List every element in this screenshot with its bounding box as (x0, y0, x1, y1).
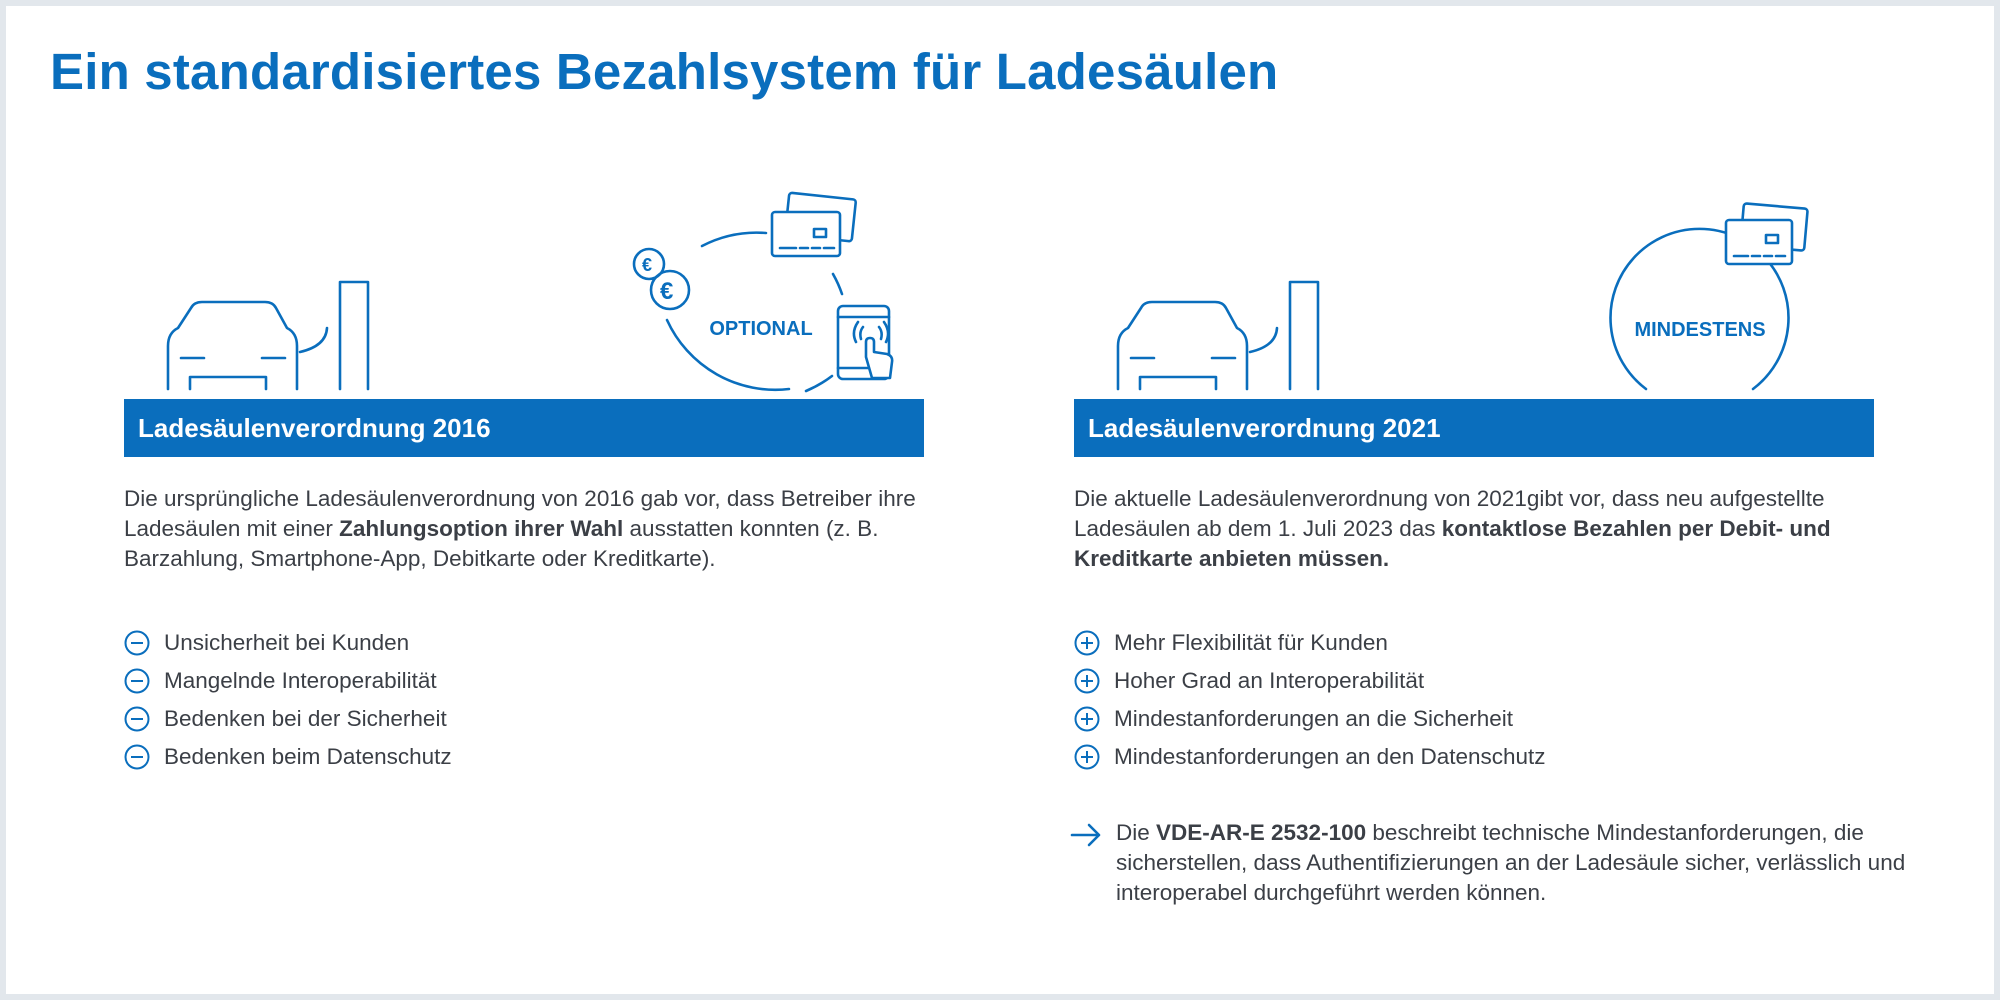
arrow-right-icon (1070, 822, 1102, 848)
car-icon (1118, 302, 1247, 389)
illustration-2016 (6, 6, 986, 406)
plus-circle-icon (1074, 744, 1100, 770)
euro-symbol-large: € (660, 278, 674, 305)
charging-station-icon (1250, 282, 1318, 389)
intro-2021-text-1: Die aktuelle Ladesäulenverordnung von 2021gibt vor, dass neu aufgestellte Ladesäulen ab dem 1. Juli 2023 das (1074, 486, 1825, 541)
illustration-2021 (956, 6, 1996, 406)
circle-label-mindestens: MINDESTENS (1634, 319, 1766, 341)
panel-2021 (956, 6, 1906, 994)
list-item (124, 738, 452, 776)
standard-note (1070, 818, 1930, 908)
list-item-label: Mehr Flexibilität für Kunden (1114, 630, 1388, 655)
panel-2016 (6, 6, 916, 994)
list-item-label: Mindestanforderungen an den Datenschutz (1114, 744, 1546, 769)
car-icon (168, 302, 297, 389)
note-bold: VDE-AR-E 2532-100 (1156, 820, 1367, 845)
banner-2021: Ladesäulenverordnung 2021 (1074, 399, 1874, 457)
smartphone-icon (838, 306, 892, 379)
list-item-label: Bedenken beim Datenschutz (164, 744, 452, 769)
list-item (1074, 624, 1546, 662)
plus-circle-icon (1074, 668, 1100, 694)
page-title: Ein standardisiertes Bezahlsystem für Ladesäulen (50, 43, 1279, 100)
intro-2016-bold: Zahlungsoption ihrer Wahl (339, 516, 624, 541)
minus-circle-icon (124, 706, 150, 732)
list-item (1074, 738, 1546, 776)
credit-card-icon (772, 193, 856, 256)
minus-circle-icon (124, 668, 150, 694)
note-text-2: beschreibt technische Mindestanforderungen, die sicherstellen, dass Authentifizierungen an der Ladesäule sicher, verlässlich und interoperabel durchgeführt werden können. (1116, 820, 1906, 905)
euro-symbol-small: € (642, 255, 653, 275)
intro-2021 (1074, 484, 1904, 574)
note-text-1: Die (1116, 820, 1157, 845)
list-item (124, 662, 452, 700)
drawbacks-list (124, 624, 452, 776)
standard-note-text (1116, 818, 1930, 908)
minus-circle-icon (124, 744, 150, 770)
benefits-list (1074, 624, 1546, 776)
minus-circle-icon (124, 630, 150, 656)
list-item-label: Bedenken bei der Sicherheit (164, 706, 447, 731)
infographic (6, 6, 1994, 994)
list-item-label: Mangelnde Interoperabilität (164, 668, 437, 693)
plus-circle-icon (1074, 630, 1100, 656)
list-item-label: Mindestanforderungen an die Sicherheit (1114, 706, 1514, 731)
credit-card-icon (1726, 203, 1808, 264)
plus-circle-icon (1074, 706, 1100, 732)
intro-2016 (124, 484, 954, 574)
charging-station-icon (300, 282, 368, 389)
intro-2021-bold: kontaktlose Bezahlen per Debit- und Kreditkarte anbieten müssen. (1074, 516, 1831, 571)
banner-2016: Ladesäulenverordnung 2016 (124, 399, 924, 457)
intro-2016-text-1: Die ursprüngliche Ladesäulenverordnung von 2016 gab vor, dass Betreiber ihre Ladesäulen mit einer (124, 486, 916, 541)
list-item-label: Hoher Grad an Interoperabilität (1114, 668, 1425, 693)
list-item (124, 624, 452, 662)
list-item (1074, 662, 1546, 700)
circle-label-optional: OPTIONAL (709, 318, 813, 340)
list-item-label: Unsicherheit bei Kunden (164, 630, 410, 655)
list-item (1074, 700, 1546, 738)
list-item (124, 700, 452, 738)
intro-2016-text-2: ausstatten konnten (z. B. Barzahlung, Smartphone-App, Debitkarte oder Kreditkarte). (124, 516, 879, 571)
